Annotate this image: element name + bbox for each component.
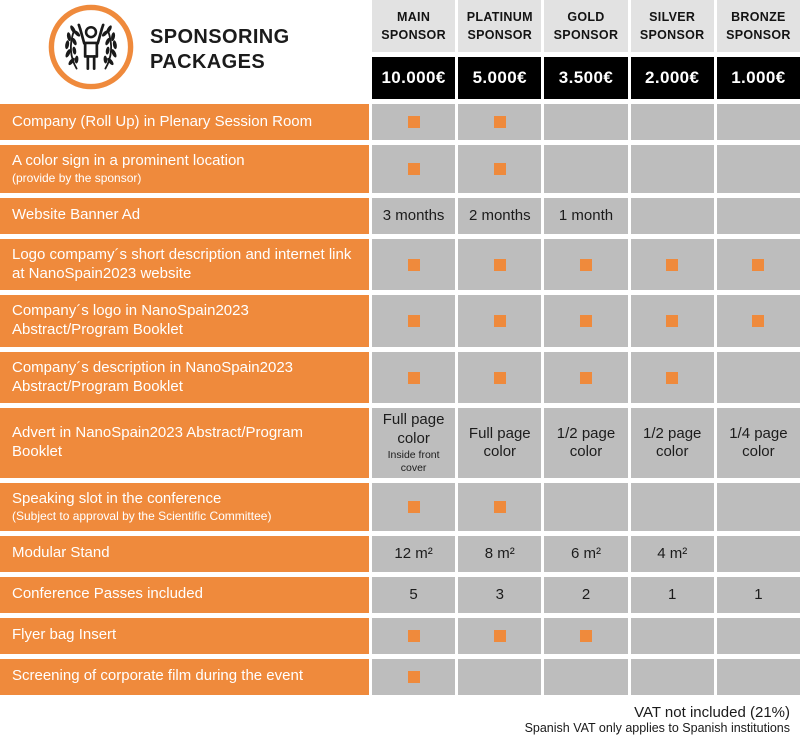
feature-label-text: Speaking slot in the conference <box>12 490 222 508</box>
feature-cell-r4-c5 <box>717 239 800 291</box>
feature-cell-value: 8 m² <box>484 544 515 562</box>
feature-cell-r4-c3 <box>544 239 627 291</box>
price-silver-sponsor: 2.000€ <box>631 57 714 99</box>
feature-cell-r10-c3 <box>544 577 627 613</box>
feature-cell-r9-c5 <box>717 536 800 572</box>
feature-label-text: Flyer bag Insert <box>12 626 117 644</box>
feature-cell-value: 1 month <box>558 206 614 224</box>
included-square-icon <box>580 259 592 271</box>
feature-cell-r10-c1 <box>372 577 455 613</box>
column-header-platinum-sponsor: PLATINUM SPONSOR <box>458 0 541 52</box>
feature-label-text: Website Banner Ad <box>12 206 141 224</box>
feature-cell-value: 2 months <box>468 206 531 224</box>
feature-cell-r9-c3 <box>544 536 627 572</box>
included-square-icon <box>666 372 678 384</box>
feature-cell-r3-c1 <box>372 198 455 234</box>
feature-cell-r4-c1 <box>372 239 455 291</box>
feature-cell-value: Full page color <box>382 411 445 447</box>
feature-cell-value: 1 <box>754 585 763 603</box>
feature-cell-r8-c3 <box>544 483 627 531</box>
included-square-icon <box>494 116 506 128</box>
page-title-line1: SPONSORING <box>150 25 290 48</box>
feature-cell-r5-c3 <box>544 295 627 347</box>
included-square-icon <box>752 259 764 271</box>
feature-cell-r12-c5 <box>717 659 800 695</box>
feature-label <box>0 145 369 193</box>
included-square-icon <box>408 259 420 271</box>
feature-cell-r1-c5 <box>717 104 800 140</box>
feature-cell-r2-c3 <box>544 145 627 193</box>
feature-cell-r11-c4 <box>631 618 714 654</box>
feature-cell-value: 2 <box>581 585 591 603</box>
included-square-icon <box>408 671 420 683</box>
feature-cell-r8-c5 <box>717 483 800 531</box>
vat-note: VAT not included (21%) <box>634 703 790 721</box>
feature-cell-r4-c4 <box>631 239 714 291</box>
feature-label-text: Advert in NanoSpain2023 Abstract/Program Booklet <box>12 424 303 461</box>
feature-cell-r2-c4 <box>631 145 714 193</box>
feature-cell-value: 1/4 page color <box>729 424 788 461</box>
feature-cell-r4-c2 <box>458 239 541 291</box>
feature-cell-r2-c1 <box>372 145 455 193</box>
included-square-icon <box>494 630 506 642</box>
feature-cell-value: 6 m² <box>570 544 601 562</box>
person-with-laurel-wreath-icon <box>46 2 136 97</box>
feature-cell-r8-c1 <box>372 483 455 531</box>
feature-cell-value: 5 <box>409 585 418 603</box>
vat-footer <box>0 695 800 735</box>
feature-label <box>0 618 369 654</box>
feature-cell-r5-c1 <box>372 295 455 347</box>
feature-cell-value: 1 <box>668 585 677 603</box>
included-square-icon <box>494 372 506 384</box>
included-square-icon <box>408 163 420 175</box>
feature-label <box>0 198 369 234</box>
feature-cell-r7-c2 <box>458 408 541 478</box>
feature-label <box>0 536 369 572</box>
feature-cell-r12-c1 <box>372 659 455 695</box>
included-square-icon <box>408 116 420 128</box>
feature-label <box>0 577 369 613</box>
feature-cell-r12-c4 <box>631 659 714 695</box>
feature-cell-r1-c2 <box>458 104 541 140</box>
included-square-icon <box>494 315 506 327</box>
page-title <box>150 25 290 75</box>
feature-cell-r2-c2 <box>458 145 541 193</box>
feature-cell-r9-c2 <box>458 536 541 572</box>
feature-label-text: A color sign in a prominent location <box>12 152 245 169</box>
feature-cell-r9-c1 <box>372 536 455 572</box>
included-square-icon <box>408 315 420 327</box>
included-square-icon <box>580 372 592 384</box>
included-square-icon <box>408 372 420 384</box>
feature-cell-r6-c4 <box>631 352 714 404</box>
feature-cell-r2-c5 <box>717 145 800 193</box>
feature-cell-r1-c3 <box>544 104 627 140</box>
feature-cell-r1-c4 <box>631 104 714 140</box>
feature-cell-value: 3 months <box>382 206 445 224</box>
feature-cell-r6-c5 <box>717 352 800 404</box>
feature-label <box>0 352 369 404</box>
page-title-line2: PACKAGES <box>150 50 266 73</box>
included-square-icon <box>580 315 592 327</box>
feature-cell-r9-c4 <box>631 536 714 572</box>
feature-cell-r12-c2 <box>458 659 541 695</box>
included-square-icon <box>494 501 506 513</box>
included-square-icon <box>408 501 420 513</box>
feature-cell-r10-c2 <box>458 577 541 613</box>
price-bronze-sponsor: 1.000€ <box>717 57 800 99</box>
feature-cell-r3-c4 <box>631 198 714 234</box>
brand-header <box>0 0 369 99</box>
feature-cell-r12-c3 <box>544 659 627 695</box>
feature-cell-r5-c4 <box>631 295 714 347</box>
included-square-icon <box>408 630 420 642</box>
feature-label-text: Logo compamy´s short description and internet link at NanoSpain2023 website <box>12 245 352 282</box>
feature-cell-r8-c2 <box>458 483 541 531</box>
feature-cell-r10-c4 <box>631 577 714 613</box>
feature-cell-value: 12 m² <box>394 544 433 562</box>
feature-cell-value: 1/2 page color <box>643 424 702 461</box>
feature-cell-r11-c5 <box>717 618 800 654</box>
column-header-gold-sponsor: GOLD SPONSOR <box>544 0 627 52</box>
column-header-main-sponsor: MAIN SPONSOR <box>372 0 455 52</box>
feature-cell-r11-c2 <box>458 618 541 654</box>
feature-cell-value: 4 m² <box>657 544 688 562</box>
included-square-icon <box>494 163 506 175</box>
feature-cell-r11-c1 <box>372 618 455 654</box>
feature-label <box>0 659 369 695</box>
feature-cell-value: 1/2 page color <box>556 424 616 461</box>
feature-cell-r6-c3 <box>544 352 627 404</box>
feature-label-text: Screening of corporate film during the event <box>12 667 303 685</box>
feature-cell-r3-c3 <box>544 198 627 234</box>
feature-label <box>0 295 369 347</box>
feature-cell-subvalue: Inside front cover <box>387 448 440 474</box>
feature-cell-r3-c5 <box>717 198 800 234</box>
feature-cell-r10-c5 <box>717 577 800 613</box>
feature-cell-r3-c2 <box>458 198 541 234</box>
feature-cell-r7-c5 <box>717 408 800 478</box>
price-gold-sponsor: 3.500€ <box>544 57 627 99</box>
column-header-bronze-sponsor: BRONZE SPONSOR <box>717 0 800 52</box>
feature-cell-r11-c3 <box>544 618 627 654</box>
included-square-icon <box>752 315 764 327</box>
feature-label <box>0 483 369 531</box>
feature-label-text: Conference Passes included <box>12 585 203 603</box>
feature-cell-r1-c1 <box>372 104 455 140</box>
feature-cell-r6-c2 <box>458 352 541 404</box>
feature-label-text: Company´s logo in NanoSpain2023 Abstract/Program Booklet <box>12 302 249 338</box>
feature-cell-r6-c1 <box>372 352 455 404</box>
column-header-silver-sponsor: SILVER SPONSOR <box>631 0 714 52</box>
vat-subnote: Spanish VAT only applies to Spanish institutions <box>524 720 790 735</box>
feature-label-subtext: (provide by the sponsor) <box>12 170 142 185</box>
price-platinum-sponsor: 5.000€ <box>458 57 541 99</box>
feature-cell-r8-c4 <box>631 483 714 531</box>
price-main-sponsor: 10.000€ <box>372 57 455 99</box>
feature-label-text: Company´s description in NanoSpain2023 Abstract/Program Booklet <box>12 358 294 395</box>
feature-cell-r7-c3 <box>544 408 627 478</box>
included-square-icon <box>494 259 506 271</box>
feature-label-subtext: (Subject to approval by the Scientific Committee) <box>12 508 272 523</box>
included-square-icon <box>666 315 678 327</box>
feature-label-text: Company (Roll Up) in Plenary Session Room <box>12 112 313 130</box>
included-square-icon <box>666 259 678 271</box>
feature-cell-r5-c5 <box>717 295 800 347</box>
feature-cell-value: Full page color <box>468 424 531 461</box>
feature-cell-r7-c4 <box>631 408 714 478</box>
feature-label <box>0 408 369 478</box>
feature-cell-r7-c1 <box>372 408 455 478</box>
feature-cell-r5-c2 <box>458 295 541 347</box>
feature-label-text: Modular Stand <box>12 544 110 562</box>
feature-cell-value: 3 <box>495 585 504 603</box>
included-square-icon <box>580 630 592 642</box>
feature-label <box>0 104 369 140</box>
feature-label <box>0 239 369 291</box>
